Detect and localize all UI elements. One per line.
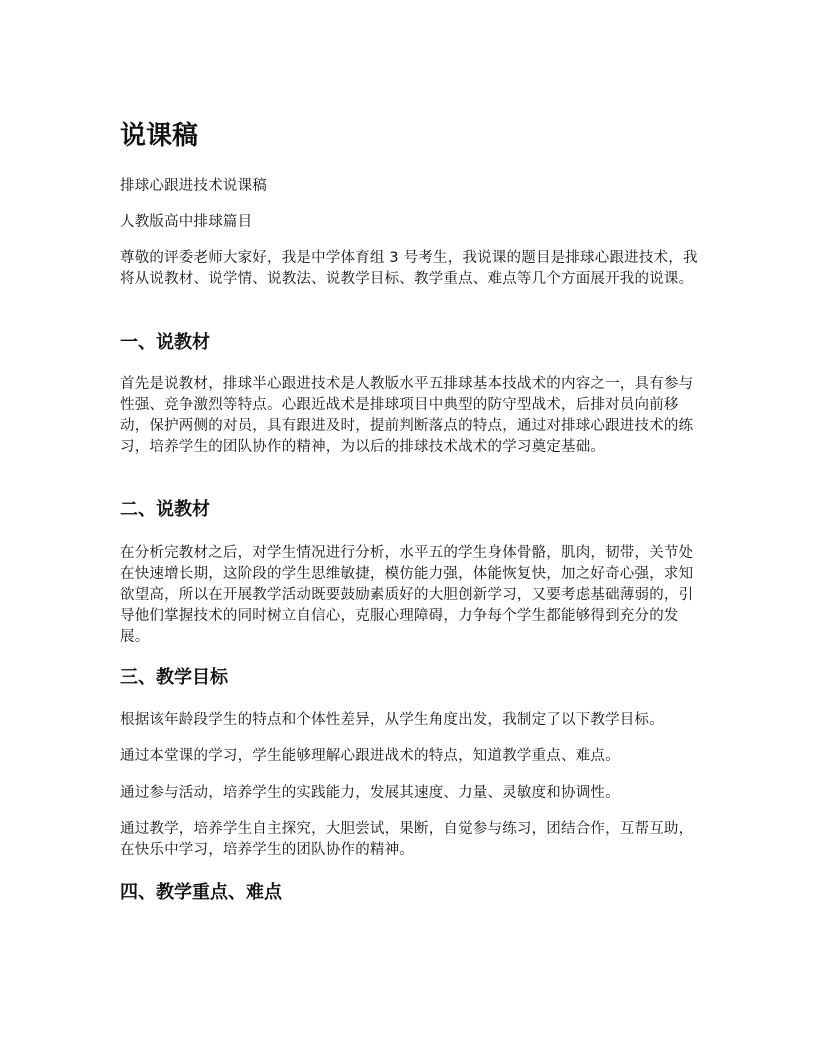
section-heading-2: 二、说教材	[120, 499, 210, 520]
intro-paragraph: 尊敬的评委老师大家好，我是中学体育组 3 号考生，我说课的题目是排球心跟进技术，我将从说教材、说学情、说教法、说教学目标、教学重点、难点等几个方面展开我的说课。	[120, 250, 698, 287]
section-3-paragraph-4: 通过教学，培养学生自主探究，大胆尝试，果断，自觉参与练习，团结合作，互帮互助，在快乐中学习，培养学生的团队协作的精神。	[120, 821, 694, 858]
section-2-paragraph-1: 在分析完教材之后，对学生情况进行分析，水平五的学生身体骨骼，肌肉，韧带，关节处在快速增长期，这阶段的学生思维敏捷，模仿能力强，体能恢复快，加之好奇心强，求知欲望高，所以在开展教学活动既要鼓励素质好的大胆创新学习，又要考虑基础薄弱的，引导他们掌握技术的同时树立自信心，克服心理障碍，力争每个学生都能够得到充分的发展。	[120, 545, 694, 645]
section-heading-4: 四、教学重点、难点	[120, 882, 282, 903]
section-3-paragraph-3: 通过参与活动，培养学生的实践能力，发展其速度、力量、灵敏度和协调性。	[120, 785, 620, 801]
section-heading-3: 三、教学目标	[120, 667, 228, 688]
section-3-paragraph-1: 根据该年龄段学生的特点和个体性差异，从学生角度出发，我制定了以下教学目标。	[120, 712, 664, 728]
section-3-paragraph-2: 通过本堂课的学习，学生能够理解心跟进战术的特点，知道教学重点、难点。	[120, 748, 620, 764]
section-heading-1: 一、说教材	[120, 332, 210, 353]
source-line: 人教版高中排球篇目	[120, 214, 253, 230]
section-1-paragraph-1: 首先是说教材，排球半心跟进技术是人教版水平五排球基本技战术的内容之一，具有参与性强、竞争激烈等特点。心跟近战术是排球项目中典型的防守型战术，后排对员向前移动，保护两侧的对员，具有跟进及时，提前判断落点的特点，通过对排球心跟进技术的练习，培养学生的团队协作的精神，为以后的排球技术战术的学习奠定基础。	[120, 376, 694, 455]
subtitle: 排球心跟进技术说课稿	[120, 178, 267, 194]
page-title: 说课稿	[120, 121, 199, 151]
